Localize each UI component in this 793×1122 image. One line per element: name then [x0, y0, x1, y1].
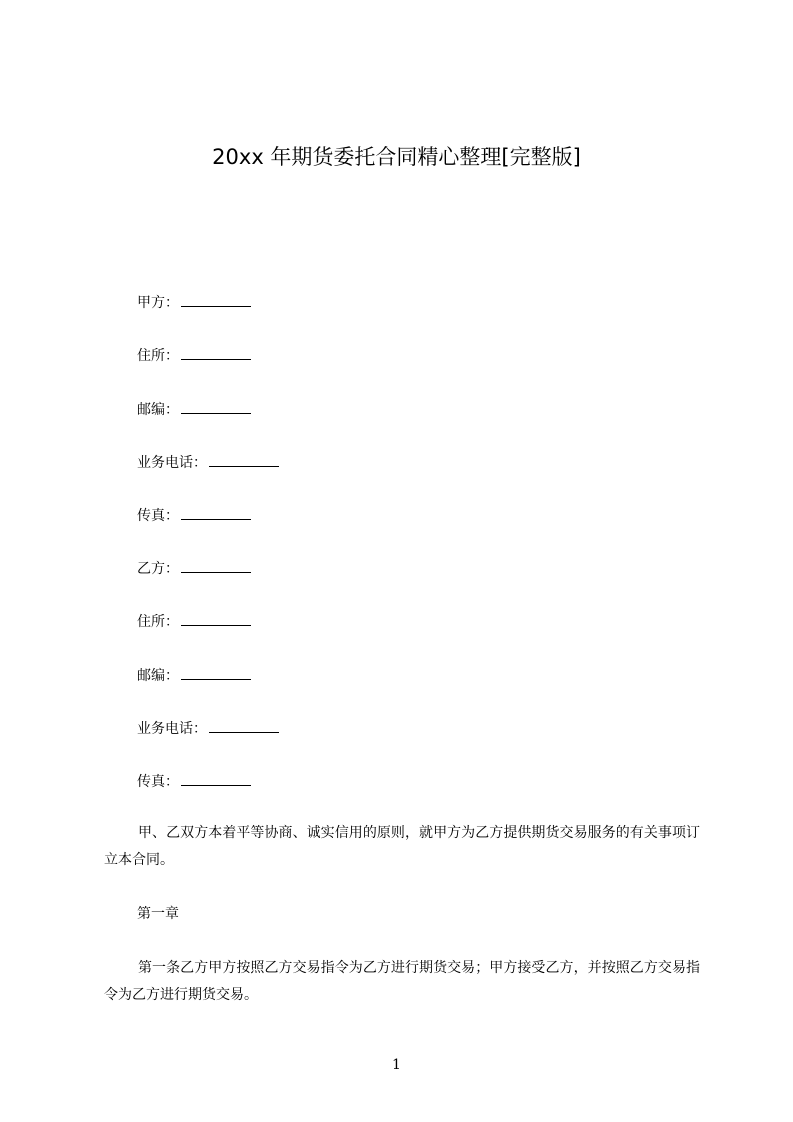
intro-paragraph: 甲、乙双方本着平等协商、诚实信用的原则，就甲方为乙方提供期货交易服务的有关事项订立本合同。	[104, 825, 700, 868]
party-a-fax-label: 传真：	[137, 508, 179, 524]
party-a-address-label: 住所：	[137, 348, 179, 364]
document-title: 20xx 年期货委托合同精心整理[完整版]	[212, 145, 581, 169]
party-a-fax-field	[137, 505, 251, 526]
party-a-address-blank	[181, 345, 251, 360]
party-b-phone-label: 业务电话：	[137, 721, 207, 737]
party-b-phone-blank	[209, 718, 279, 733]
party-a-name-blank	[181, 292, 251, 307]
party-b-address-field	[137, 611, 251, 632]
party-b-postcode-blank	[181, 665, 251, 680]
party-b-phone-field	[137, 718, 279, 739]
party-a-fax-blank	[181, 505, 251, 520]
party-a-postcode-blank	[181, 399, 251, 414]
party-a-postcode-label: 邮编：	[137, 402, 179, 418]
party-b-postcode-field	[137, 665, 251, 686]
party-a-address-field	[137, 345, 251, 366]
party-b-address-label: 住所：	[137, 614, 179, 630]
party-b-name-label: 乙方：	[137, 561, 179, 577]
party-a-name-field	[137, 292, 251, 313]
party-b-address-blank	[181, 611, 251, 626]
party-b-name-blank	[181, 558, 251, 573]
party-b-postcode-label: 邮编：	[137, 668, 179, 684]
party-a-phone-label: 业务电话：	[137, 455, 207, 471]
party-b-fax-blank	[181, 771, 251, 786]
party-a-postcode-field	[137, 399, 251, 420]
article-1-paragraph: 第一条乙方甲方按照乙方交易指令为乙方进行期货交易；甲方接受乙方，并按照乙方交易指令为乙方进行期货交易。	[104, 960, 700, 1003]
party-a-phone-field	[137, 452, 279, 473]
party-a-phone-blank	[209, 452, 279, 467]
party-a-name-label: 甲方：	[137, 295, 179, 311]
chapter-heading: 第一章	[137, 906, 179, 922]
party-b-fax-field	[137, 771, 251, 792]
party-b-name-field	[137, 558, 251, 579]
party-b-fax-label: 传真：	[137, 774, 179, 790]
page-number: 1	[392, 1057, 401, 1073]
